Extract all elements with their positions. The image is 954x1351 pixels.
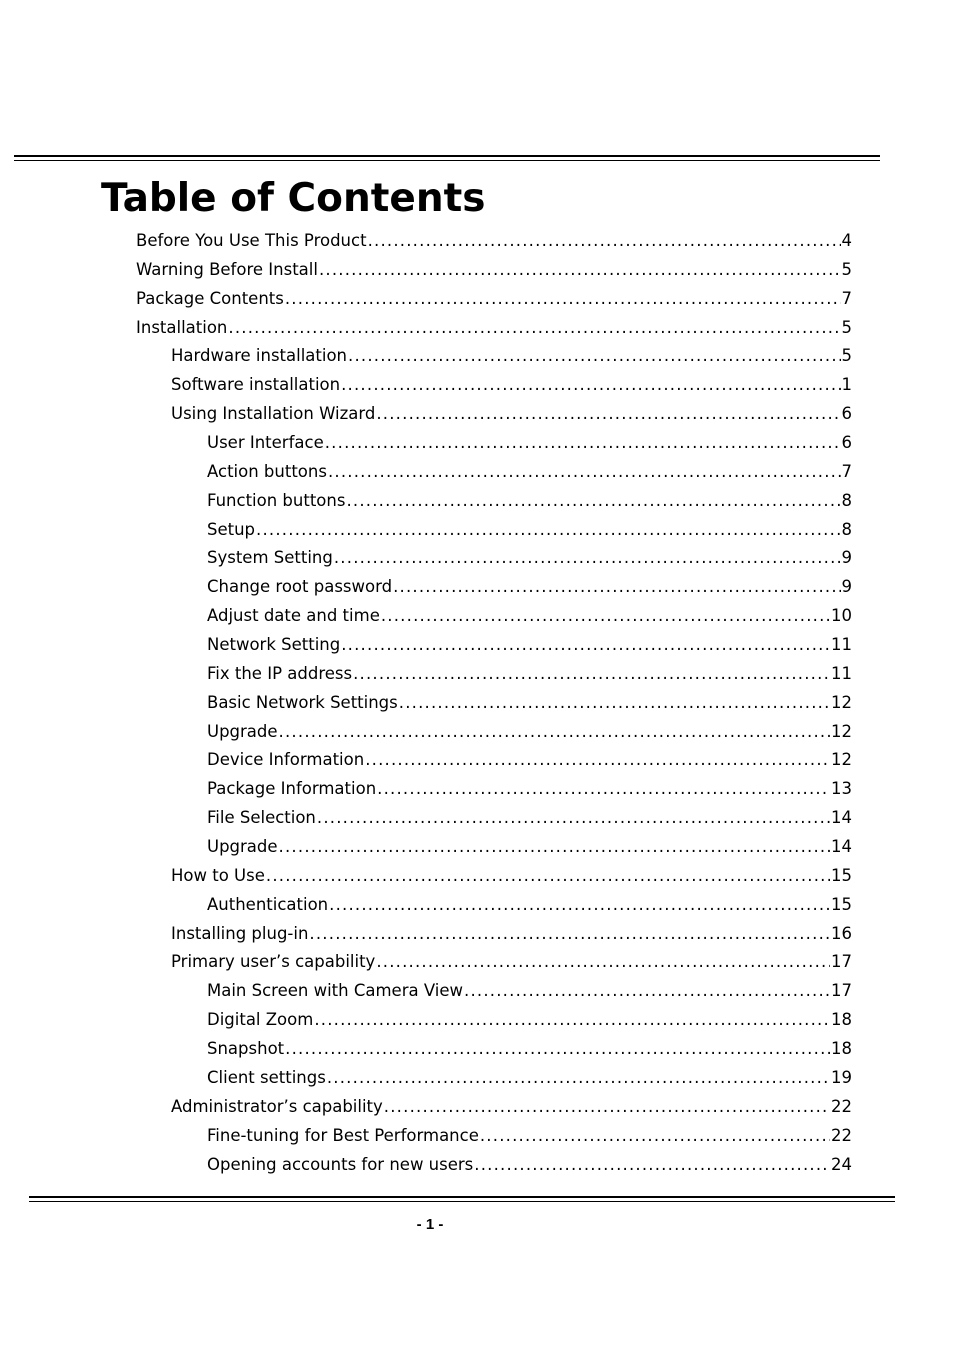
toc-entry-label: Upgrade [207,721,278,741]
toc-entry[interactable] [207,804,852,833]
toc-entry[interactable] [207,544,852,573]
dot-leader [365,746,830,775]
dot-leader [393,573,840,602]
dot-leader [309,920,830,949]
toc-entry-label: Change root password [207,577,393,597]
toc-entry-page: 16 [831,923,852,943]
toc-entry-page: 17 [831,981,852,1001]
toc-entry[interactable] [207,1006,852,1035]
dot-leader [319,256,841,285]
toc-entry[interactable] [136,314,852,343]
toc-entry-page: 15 [831,865,852,885]
toc-entry[interactable] [207,775,852,804]
toc-entry[interactable] [207,573,852,602]
toc-entry[interactable] [207,833,852,862]
dot-leader [285,1035,830,1064]
toc-entry-page: 6 [841,433,852,453]
toc-entry-label: Action buttons [207,461,327,481]
dot-leader [341,371,840,400]
dot-leader [317,804,830,833]
toc-entry-page: 13 [831,779,852,799]
bottom-rule [29,1196,895,1202]
dot-leader [353,660,830,689]
toc-entry-label: Adjust date and time [207,606,380,626]
toc-entry-label: Authentication [207,894,329,914]
toc-entry[interactable] [207,1151,852,1180]
toc-entry-page: 12 [831,721,852,741]
toc-entry-label: Software installation [171,375,341,395]
dot-leader [348,342,840,371]
dot-leader [341,631,830,660]
toc-entry-page: 8 [841,519,852,539]
dot-leader [314,1006,830,1035]
toc-entry[interactable] [207,1035,852,1064]
toc-entry-label: Function buttons [207,490,346,510]
dot-leader [266,862,830,891]
toc-entry[interactable] [207,891,852,920]
toc-entry[interactable] [136,256,852,285]
toc-entry-page: 14 [831,808,852,828]
top-rule [14,155,880,161]
toc-entry-page: 19 [831,1067,852,1087]
dot-leader [228,314,840,343]
toc-entry-page: 5 [841,346,852,366]
toc-entry-page: 4 [841,231,852,250]
dot-leader [279,718,830,747]
toc-entry[interactable] [207,1122,852,1151]
toc-entry-label: User Interface [207,433,324,453]
toc-entry-label: Basic Network Settings [207,692,398,712]
page-title: Table of Contents [101,176,486,221]
toc-entry-label: Warning Before Install [136,259,318,279]
toc-entry-label: Primary user’s capability [171,952,376,972]
toc-entry[interactable] [207,977,852,1006]
toc-entry-page: 12 [831,750,852,770]
toc-entry-label: Installing plug-in [171,923,309,943]
toc-entry-page: 22 [831,1096,852,1116]
toc-entry[interactable] [207,689,852,718]
dot-leader [384,1093,830,1122]
dot-leader [327,1064,830,1093]
dot-leader [464,977,830,1006]
toc-entry[interactable] [207,660,852,689]
toc-entry-label: File Selection [207,808,316,828]
dot-leader [377,775,830,804]
dot-leader [474,1151,830,1180]
toc-entry-page: 7 [841,288,852,308]
toc-entry-page: 12 [831,692,852,712]
toc-entry-label: Using Installation Wizard [171,404,376,424]
toc-entry-label: Administrator’s capability [171,1096,383,1116]
dot-leader [480,1122,830,1151]
dot-leader [325,429,841,458]
toc-entry-label: Upgrade [207,837,278,857]
toc-entry-label: Setup [207,519,256,539]
toc-entry[interactable] [207,718,852,747]
toc-entry[interactable] [171,862,852,891]
toc-entry-page: 22 [831,1125,852,1145]
toc-entry[interactable] [207,602,852,631]
toc-entry-label: Client settings [207,1067,326,1087]
toc-entry-page: 8 [841,490,852,510]
dot-leader [329,891,830,920]
toc-entry-label: Network Setting [207,635,341,655]
toc-entry-label: Package Information [207,779,377,799]
toc-entry-page: 11 [831,663,852,683]
toc-entry-page: 5 [841,317,852,337]
toc-entry-page: 5 [841,259,852,279]
toc-entry-label: Installation [136,317,228,337]
toc-entry-page: 18 [831,1010,852,1030]
toc-entry-label: Fine-tuning for Best Performance [207,1125,479,1145]
toc-entry[interactable] [171,400,852,429]
toc-entry-page: 14 [831,837,852,857]
toc-entry-page: 7 [841,461,852,481]
toc-entry[interactable] [136,227,852,256]
toc-entry-page: 9 [841,577,852,597]
dot-leader [328,458,841,487]
toc-entry-page: 18 [831,1039,852,1059]
dot-leader [399,689,830,718]
toc-entry[interactable] [171,342,852,371]
page-number: - 1 - [416,1216,444,1233]
toc-entry[interactable] [207,487,852,516]
dot-leader [285,285,841,314]
toc-entry-label: Snapshot [207,1039,285,1059]
toc-entry-label: Hardware installation [171,346,348,366]
dot-leader [346,487,840,516]
toc-entry[interactable] [171,948,852,977]
toc-entry-page: 17 [831,952,852,972]
toc-list [0,227,954,1179]
toc-entry-label: Main Screen with Camera View [207,981,464,1001]
toc-entry-page: 24 [831,1154,852,1174]
toc-entry-page: 11 [831,635,852,655]
dot-leader [376,400,840,429]
toc-entry-page: 10 [831,606,852,626]
toc-entry[interactable] [207,516,852,545]
toc-entry-label: System Setting [207,548,333,568]
toc-entry-page: 6 [841,404,852,424]
toc-entry-page: 15 [831,894,852,914]
dot-leader [368,227,841,256]
toc-entry-label: Package Contents [136,288,284,308]
toc-entry[interactable] [171,920,852,949]
toc-entry-page: 1 [841,375,852,395]
toc-entry-label: Digital Zoom [207,1010,314,1030]
toc-entry[interactable] [171,371,852,400]
dot-leader [381,602,830,631]
toc-entry-label: Fix the IP address [207,663,353,683]
toc-entry[interactable] [207,429,852,458]
toc-entry-label: Before You Use This Product [136,231,367,250]
dot-leader [376,948,830,977]
dot-leader [279,833,830,862]
dot-leader [334,544,841,573]
toc-entry-label: How to Use [171,865,265,885]
toc-entry[interactable] [207,631,852,660]
toc-entry[interactable] [171,1093,852,1122]
toc-entry[interactable] [207,746,852,775]
toc-entry[interactable] [136,285,852,314]
toc-entry-page: 9 [841,548,852,568]
toc-entry-label: Opening accounts for new users [207,1154,474,1174]
toc-entry[interactable] [207,458,852,487]
toc-entry-label: Device Information [207,750,365,770]
dot-leader [256,516,840,545]
toc-entry[interactable] [207,1064,852,1093]
